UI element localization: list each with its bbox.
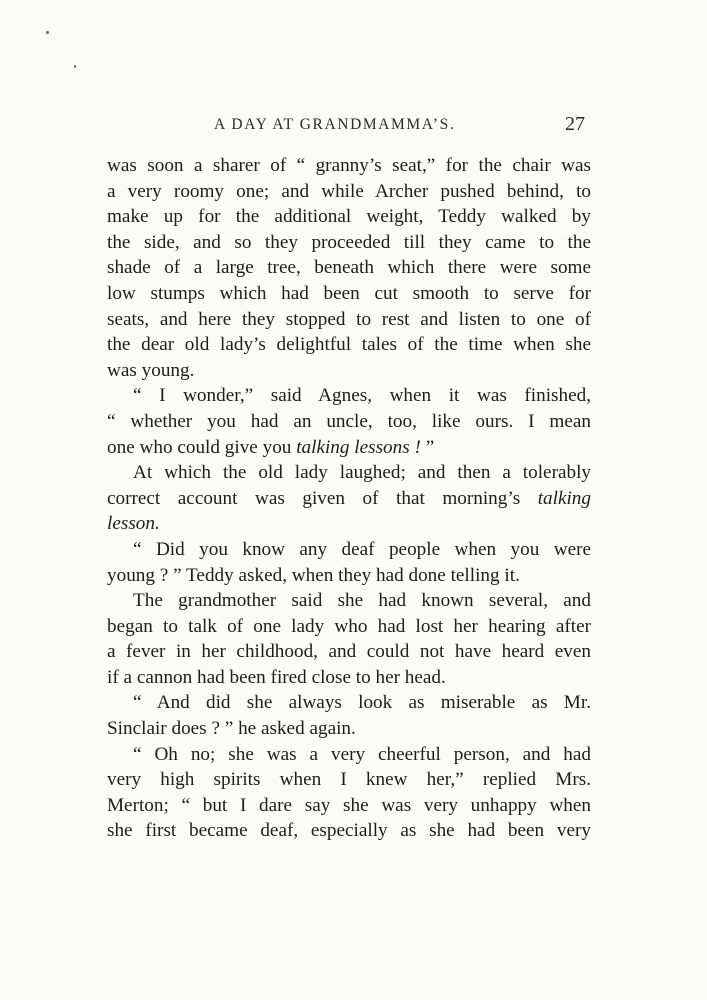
text-line: the dear old lady’s delightful tales of the time when she (107, 334, 591, 356)
text-line: Sinclair does ? ” he asked again. (107, 718, 356, 740)
text-line (107, 511, 591, 537)
text-line: correct account was given of that morning’s talking (107, 487, 591, 509)
text-line: “ Did you know any deaf people when you were (133, 538, 591, 560)
text-line: “ I wonder,” said Agnes, when it was finished, (133, 385, 591, 407)
text-line: was young. (107, 359, 195, 381)
italic-text: lesson. (107, 513, 160, 535)
text-line: if a cannon had been fired close to her head. (107, 666, 446, 688)
text-line: make up for the additional weight, Teddy walked by (107, 206, 591, 228)
text-line: was soon a sharer of “ granny’s seat,” for the chair was (107, 155, 591, 176)
text-line: began to talk of one lady who had lost her hearing after (107, 615, 591, 637)
body-text (107, 153, 591, 844)
text-line: low stumps which had been cut smooth to serve for (107, 282, 591, 304)
text-line: seats, and here they stopped to rest and listen to one of (107, 308, 591, 330)
text-line: Merton; “ but I dare say she was very unhappy when (107, 794, 591, 816)
text-line: very high spirits when I knew her,” replied Mrs. (107, 769, 591, 791)
scan-speck (46, 31, 49, 34)
text-line: “ And did she always look as miserable as Mr. (133, 692, 591, 714)
text-line: “ Oh no; she was a very cheerful person, and had (133, 743, 591, 765)
scan-speck (74, 65, 76, 68)
italic-text: talking (537, 487, 591, 509)
italic-text: talking lessons ! (296, 436, 421, 458)
text-line: shade of a large tree, beneath which there were some (107, 257, 591, 279)
text-line: The grandmother said she had known several, and (133, 590, 591, 612)
text-line: At which the old lady laughed; and then a tolerably (133, 462, 591, 484)
text-line: one who could give you talking lessons ! ” (107, 436, 435, 458)
text-line: young ? ” Teddy asked, when they had done telling it. (107, 564, 520, 586)
page-number: 27 (565, 113, 585, 135)
text-line: she first became deaf, especially as she had been very (107, 820, 591, 842)
text-line: a very roomy one; and while Archer pushed behind, to (107, 180, 591, 202)
text-line: “ whether you had an uncle, too, like ours. I mean (107, 410, 591, 432)
text-line: the side, and so they proceeded till they came to the (107, 231, 591, 253)
text-line: a fever in her childhood, and could not have heard even (107, 641, 591, 663)
running-head: A DAY AT GRANDMAMMA’S. (214, 116, 456, 133)
